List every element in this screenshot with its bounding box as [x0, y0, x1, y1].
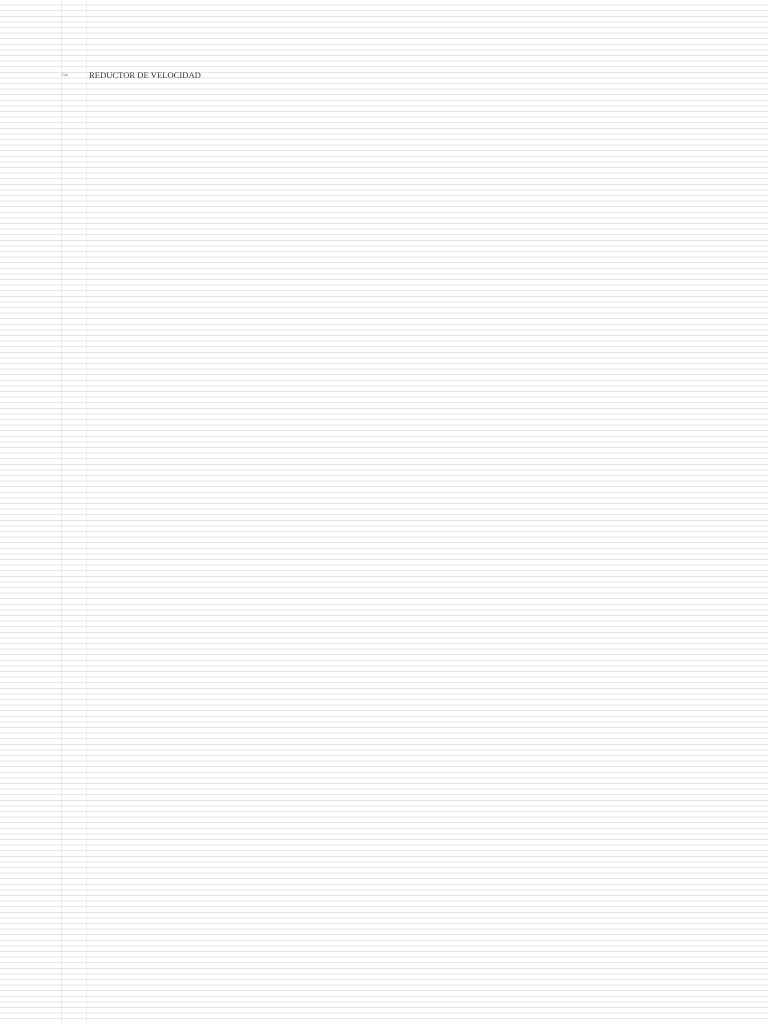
- sheet-title: REDUCTOR DE VELOCIDAD: [89, 70, 201, 80]
- cell-a1[interactable]: Cat: [62, 73, 68, 77]
